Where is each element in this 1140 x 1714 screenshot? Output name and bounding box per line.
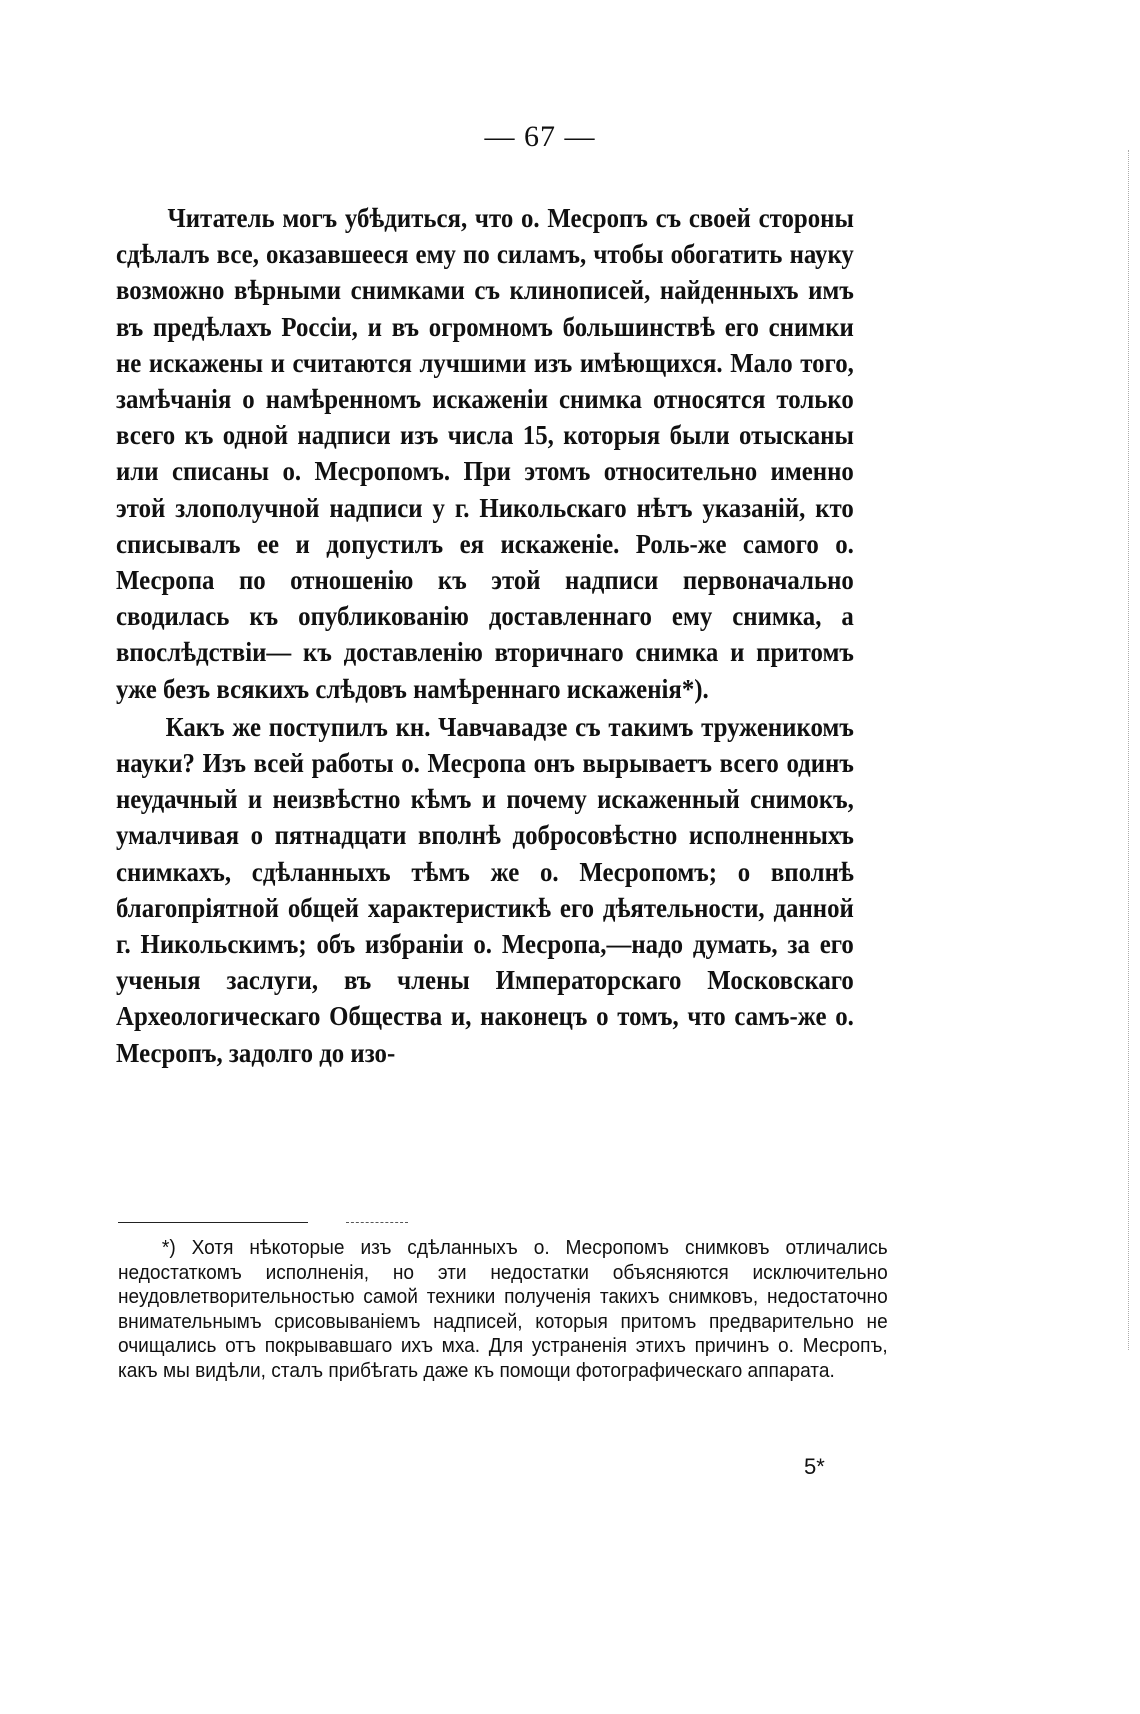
footnote-divider-tail	[346, 1222, 408, 1223]
scan-edge-shadow	[1128, 150, 1129, 1350]
footnote-text: *) Хотя нѣкоторые изъ сдѣланныхъ о. Месропомъ снимковъ отличались недостаткомъ исполненія, но эти недостатки объясняются исключительно неудовлетворительностью самой техники полученія такихъ снимковъ, недостаточно внимательнымъ срисовываніемъ надписей, которыя притомъ предварительно не очищались отъ покрывавшаго ихъ мха. Для устраненія этихъ причинъ о. Месропъ, какъ мы видѣли, сталъ прибѣгать даже къ помощи фотографическаго аппарата.	[118, 1237, 888, 1382]
paragraph-1: Читатель могъ убѣдиться, что о. Месропъ съ своей стороны сдѣлалъ все, оказавшееся ему по силамъ, чтобы обогатить науку возможно вѣрными снимками съ клинописей, найденныхъ имъ въ предѣлахъ Россіи, и въ огромномъ большинствѣ его снимки не искажены и считаются лучшими изъ имѣющихся. Мало того, замѣчанія о намѣренномъ искаженіи снимка относятся только всего къ одной надписи изъ числа 15, которыя были отысканы или списаны о. Месропомъ. При этомъ относительно именно этой злополучной надписи у г. Никольскаго нѣтъ указаній, кто списывалъ ее и допустилъ ея искаженіе. Роль-же самого о. Месропа по отношенію къ этой надписи первоначально сводилась къ опубликованію доставленнаго ему снимка, а впослѣдствіи— къ доставленію вторичнаго снимка и притомъ уже безъ всякихъ слѣдовъ намѣреннаго искаженія*).	[116, 203, 854, 704]
page-number: — 67 —	[484, 120, 596, 153]
printer-signature-mark: 5*	[804, 1454, 825, 1479]
footnote	[118, 1236, 888, 1384]
footnote-divider	[118, 1222, 308, 1223]
main-text	[116, 200, 854, 1071]
paragraph-2: Какъ же поступилъ кн. Чавчавадзе съ такимъ труженикомъ науки? Изъ всей работы о. Месропа онъ вырываетъ всего одинъ неудачный и неизвѣстно кѣмъ и почему искаженный снимокъ, умалчивая о пятнадцати вполнѣ добросовѣстно исполненныхъ снимкахъ, сдѣланныхъ тѣмъ же о. Месропомъ; о вполнѣ благопріятной общей характеристикѣ его дѣятельности, данной г. Никольскимъ; объ избраніи о. Месропа,—надо думать, за его ученыя заслуги, въ члены Императорскаго Московскаго Археологическаго Общества и, наконецъ о томъ, что самъ-же о. Месропъ, задолго до изо-	[116, 711, 854, 1068]
